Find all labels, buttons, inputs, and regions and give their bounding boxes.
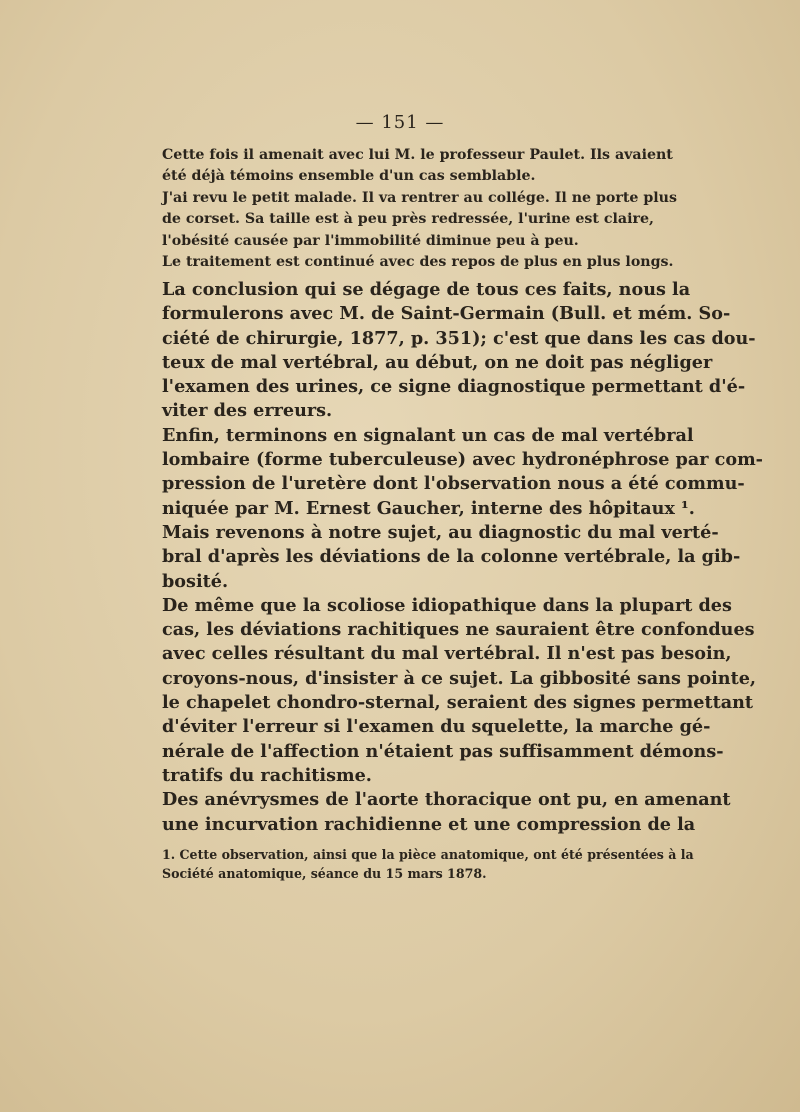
- text-line: pression de l'uretère dont l'observation nous a été commu-: [162, 473, 745, 495]
- observation-text: [162, 145, 677, 273]
- text-line: bral d'après les déviations de la colonne vertébrale, la gib-: [162, 546, 741, 568]
- text-line: d'éviter l'erreur si l'examen du squelette, la marche gé-: [162, 716, 711, 738]
- text-line: De même que la scoliose idiopathique dans la plupart des: [162, 594, 732, 616]
- text-line: formulerons avec M. de Saint-Germain (Bull. et mém. So-: [162, 303, 731, 325]
- text-line: l'obésité causée par l'immobilité diminue peu à peu.: [162, 232, 579, 249]
- text-line: le chapelet chondro-sternal, seraient des signes permettant: [162, 692, 754, 714]
- text-line: Cette fois il amenait avec lui M. le professeur Paulet. Ils avaient: [162, 147, 673, 163]
- text-line: été déjà témoins ensemble d'un cas semblable.: [162, 168, 536, 185]
- text-line: une incurvation rachidienne et une compression de la: [162, 813, 696, 835]
- text-line: lombaire (forme tuberculeuse) avec hydronéphrose par com-: [162, 449, 763, 471]
- text-line: cas, les déviations rachitiques ne sauraient être confondues: [162, 619, 755, 641]
- text-line: Mais revenons à notre sujet, au diagnostic du mal verté-: [162, 521, 719, 543]
- text-line: viter des erreurs.: [162, 400, 333, 422]
- text-line: tratifs du rachitisme.: [162, 764, 372, 786]
- text-line: l'examen des urines, ce signe diagnostique permettant d'é-: [162, 376, 746, 398]
- text-line: niquée par M. Ernest Gaucher, interne des hôpitaux ¹.: [162, 497, 695, 519]
- text-line: La conclusion qui se dégage de tous ces faits, nous la: [162, 279, 691, 300]
- text-line: J'ai revu le petit malade. Il va rentrer au collége. Il ne porte plus: [162, 189, 677, 206]
- text-line: Des anévrysmes de l'aorte thoracique ont pu, en amenant: [162, 789, 731, 811]
- text-line: Enfin, terminons en signalant un cas de mal vertébral: [162, 424, 694, 446]
- footnote: [162, 845, 694, 883]
- footnote-line: 1. Cette observation, ainsi que la pièce anatomique, ont été présentées à la: [162, 847, 694, 862]
- text-line: Le traitement est continué avec des repos de plus en plus longs.: [162, 254, 674, 271]
- footnote-line: Société anatomique, séance du 15 mars 1878.: [162, 866, 487, 881]
- text-line: ciété de chirurgie, 1877, p. 351); c'est que dans les cas dou-: [162, 327, 756, 349]
- page-number: — 151 —: [355, 112, 445, 133]
- text-line: de corset. Sa taille est à peu près redressée, l'urine est claire,: [162, 211, 654, 228]
- text-line: avec celles résultant du mal vertébral. Il n'est pas besoin,: [162, 643, 732, 665]
- text-line: croyons-nous, d'insister à ce sujet. La gibbosité sans pointe,: [162, 667, 757, 689]
- text-line: bosité.: [162, 570, 229, 592]
- text-line: nérale de l'affection n'étaient pas suffisamment démons-: [162, 740, 724, 762]
- text-line: teux de mal vertébral, au début, on ne doit pas négliger: [162, 351, 713, 373]
- body-text: [162, 278, 763, 837]
